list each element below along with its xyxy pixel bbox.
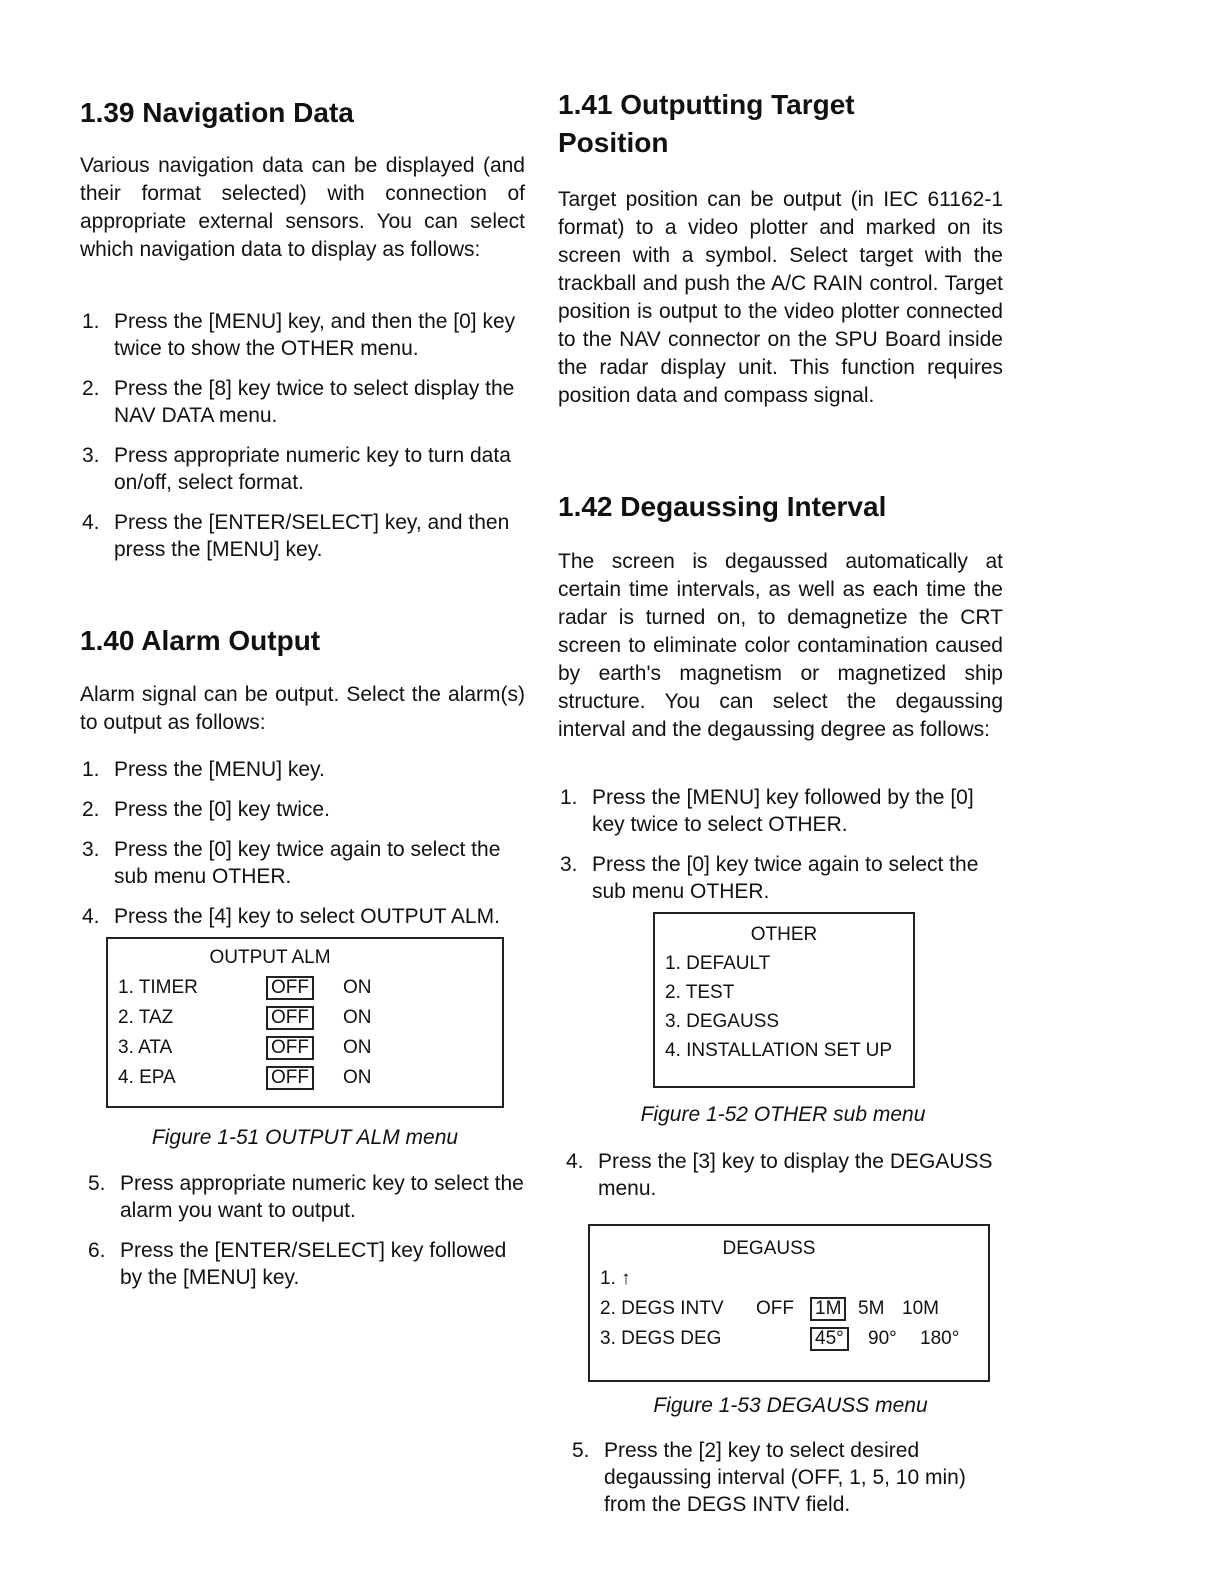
figure-1-51-caption: Figure 1-51 OUTPUT ALM menu xyxy=(151,1126,459,1149)
off-option-selected: OFF xyxy=(266,976,314,1000)
list-item: 4. Press the [3] key to display the DEGAUSS menu. xyxy=(566,1150,993,1200)
list-item: 2. Press the [0] key twice. xyxy=(82,798,330,821)
off-option-selected: OFF xyxy=(266,1006,314,1030)
menu-item: 3. DEGAUSS xyxy=(665,1011,780,1032)
off-option-selected: OFF xyxy=(266,1066,314,1090)
list-item: 4. Press the [ENTER/SELECT] key, and then press the [MENU] key. xyxy=(82,511,510,561)
on-option: ON xyxy=(343,1067,372,1088)
list-item: 4. Press the [4] key to select OUTPUT ALM. xyxy=(82,905,500,928)
heading-1-41: 1.41 Outputting Target Position xyxy=(558,89,855,158)
heading-1-40: 1.40 Alarm Output xyxy=(80,625,321,656)
body-1-41: Target position can be output (in IEC 61162-1 format) to a video plotter and marked on its screen with a symbol. Select target with the trackball and push the A/C RAIN control. Target position is output to the video plotter connected to the NAV connector on the SPU Board inside the radar display unit. This function requires position data and compass signal. xyxy=(558,188,1003,407)
menu-row: 2. DEGS INTV OFF 1M 5M 10M xyxy=(600,1298,939,1319)
steps-1-42 xyxy=(558,784,1003,918)
option-selected: 1M xyxy=(810,1297,846,1321)
menu-title: DEGAUSS xyxy=(722,1238,816,1259)
menu-row: 3. ATA OFF ON xyxy=(108,1033,502,1063)
list-item: 5. Press appropriate numeric key to select the alarm you want to output. xyxy=(88,1172,524,1222)
list-item: 1. Press the [MENU] key followed by the [0] key twice to select OTHER. xyxy=(560,786,974,836)
menu-row: 4. EPA OFF ON xyxy=(108,1063,502,1093)
list-item: 3. Press the [0] key twice again to select the sub menu OTHER. xyxy=(560,853,979,903)
intro-1-39: Various navigation data can be displayed (and their format selected) with connection of appropriate external sensors. You can select which navigation data to display as follows: xyxy=(80,154,525,261)
menu-title: OTHER xyxy=(750,924,818,945)
menu-item: 1. DEFAULT xyxy=(665,953,771,974)
menu-item: 2. TEST xyxy=(665,982,735,1003)
figure-1-52-caption: Figure 1-52 OTHER sub menu xyxy=(640,1103,926,1126)
step-5-1-42 xyxy=(570,1437,1003,1531)
on-option: ON xyxy=(343,977,372,998)
output-alm-menu xyxy=(106,937,504,1108)
list-item: 6. Press the [ENTER/SELECT] key followed by the [MENU] key. xyxy=(88,1239,507,1289)
list-item: 2. Press the [8] key twice to select display the NAV DATA menu. xyxy=(82,377,515,427)
step-4-1-42 xyxy=(564,1148,1003,1215)
figure-1-53-caption: Figure 1-53 DEGAUSS menu xyxy=(653,1394,928,1417)
menu-item: 4. INSTALLATION SET UP xyxy=(665,1040,893,1061)
heading-1-39: 1.39 Navigation Data xyxy=(80,97,354,128)
intro-1-40: Alarm signal can be output. Select the alarm(s) to output as follows: xyxy=(80,683,525,734)
off-option-selected: OFF xyxy=(266,1036,314,1060)
list-item: 5. Press the [2] key to select desired degaussing interval (OFF, 1, 5, 10 min) from the DEGS INTV field. xyxy=(572,1439,966,1516)
list-item: 1. Press the [MENU] key. xyxy=(82,758,325,781)
list-item: 3. Press the [0] key twice again to select the sub menu OTHER. xyxy=(82,838,501,888)
degauss-menu xyxy=(588,1224,990,1382)
heading-1-42: 1.42 Degaussing Interval xyxy=(558,491,887,522)
list-item: 3. Press appropriate numeric key to turn data on/off, select format. xyxy=(82,444,511,494)
other-menu xyxy=(653,912,915,1088)
steps-1-40-cont xyxy=(86,1170,525,1304)
list-item: 1. Press the [MENU] key, and then the [0] key twice to show the OTHER menu. xyxy=(82,310,516,360)
option-selected: 45° xyxy=(810,1327,849,1351)
menu-row: 3. DEGS DEG 45° 90° 180° xyxy=(600,1328,960,1349)
menu-row: 2. TAZ OFF ON xyxy=(108,1003,502,1033)
body-1-42: The screen is degaussed automatically at certain time intervals, as well as each time the radar is turned on, to demagnetize the CRT screen to eliminate color contamination caused by earth's magnetism or magnetized ship structure. You can select the degaussing interval and the degaussing degree as follows: xyxy=(558,550,1003,741)
menu-row: 1. TIMER OFF ON xyxy=(108,973,502,1003)
on-option: ON xyxy=(343,1037,372,1058)
on-option: ON xyxy=(343,1007,372,1028)
menu-title: OUTPUT ALM xyxy=(209,947,331,968)
steps-1-40 xyxy=(80,756,525,943)
steps-1-39 xyxy=(80,308,525,576)
menu-row: 1. ↑ xyxy=(600,1268,631,1289)
